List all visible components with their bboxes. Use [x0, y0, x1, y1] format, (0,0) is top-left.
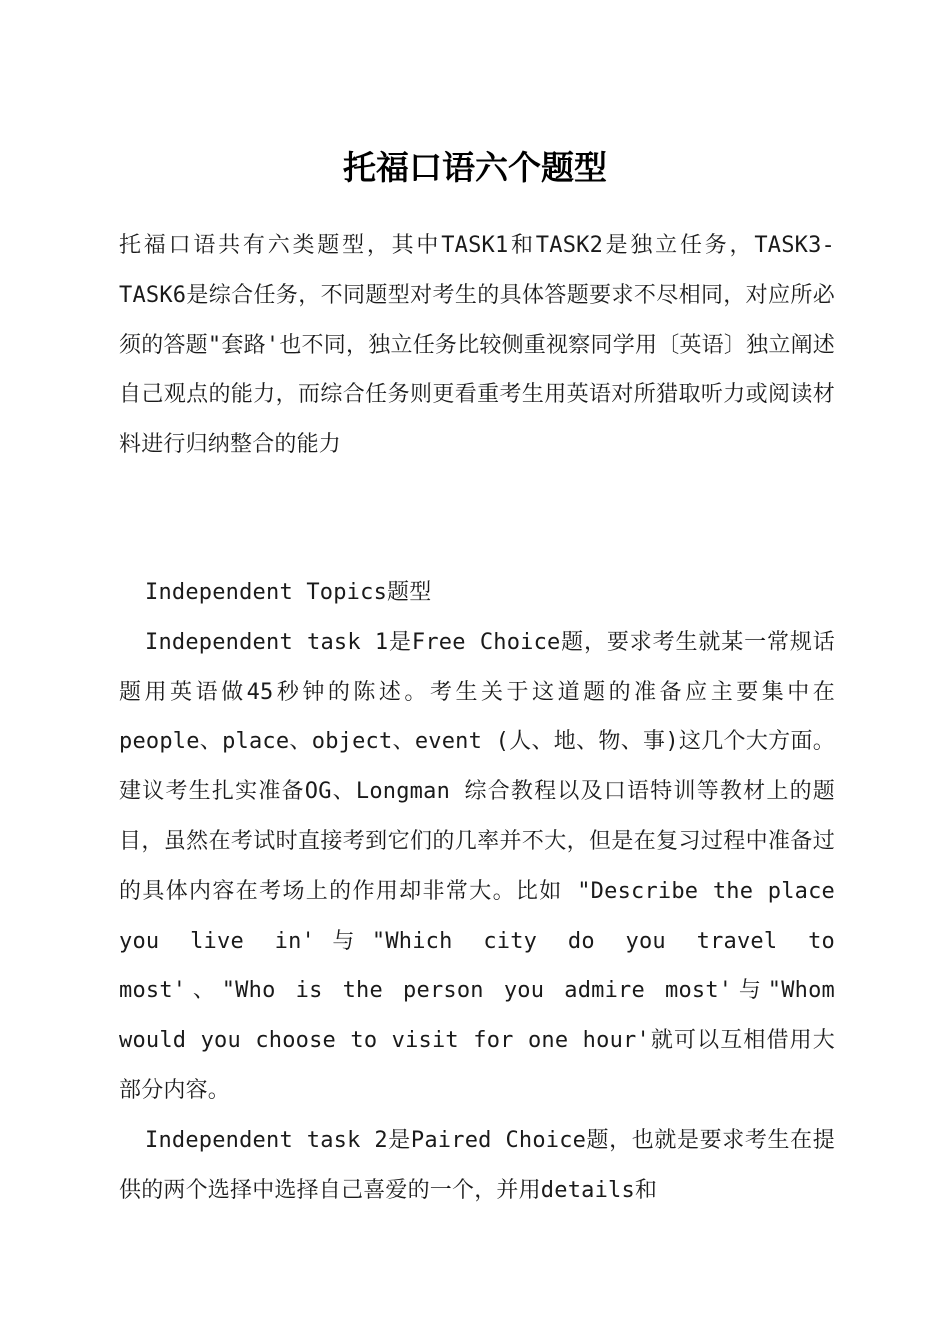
independent-topics-section — [119, 568, 835, 1215]
task-1-paragraph: Independent task 1是Free Choice题，要求考生就某一常规话题用英语做45秒钟的陈述。考生关于这道题的准备应主要集中在people、place、object、event (人、地、物、事)这几个大方面。建议考生扎实准备OG、Longman 综合教程以及口语特训等教材上的题目，虽然在考试时直接考到它们的几率并不大，但是在复习过程中准备过的具体内容在考场上的作用却非常大。比如 "Describe the place you live in'与"Which city do you travel to most'、"Who is the person you admire most'与"Whom would you choose to visit for one hour'就可以互相借用大部分内容。 — [119, 629, 835, 1103]
intro-paragraph: 托福口语共有六类题型，其中TASK1和TASK2是独立任务，TASK3-TASK6是综合任务，不同题型对考生的具体答题要求不尽相同，对应所必须的答题"套路'也不同，独立任务比较侧重视察同学用〔英语〕独立阐述自己观点的能力，而综合任务则更看重考生用英语对所猎取听力或阅读材料进行归纳整合的能力 — [119, 233, 835, 458]
section-heading: Independent Topics题型 — [145, 580, 432, 605]
document-title: 托福口语六个题型 — [343, 148, 607, 187]
task-2-paragraph: Independent task 2是Paired Choice题，也就是要求考生在提供的两个选择中选择自己喜爱的一个，并用details和 — [119, 1127, 835, 1203]
